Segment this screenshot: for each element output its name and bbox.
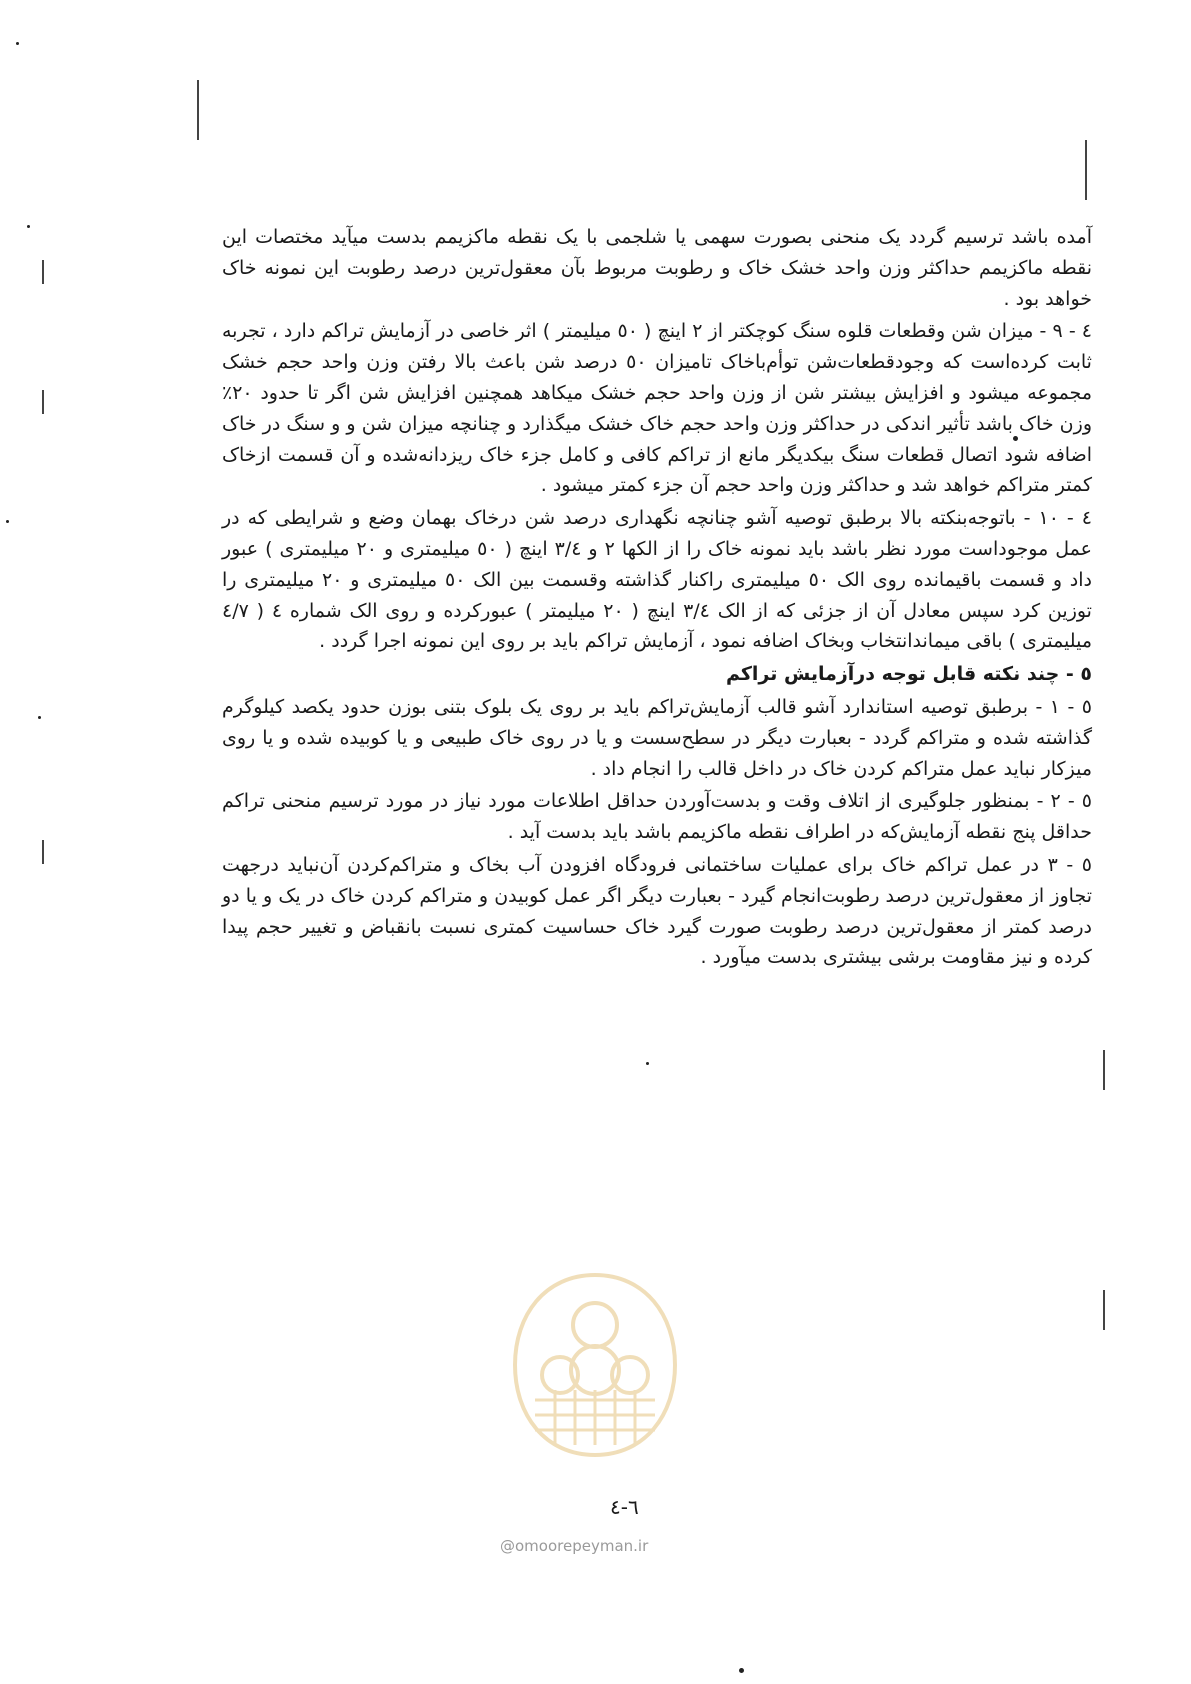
scan-speck	[646, 1062, 649, 1065]
paragraph-5-3: ٥ - ٣ در عمل تراکم خاک برای عملیات ساختمانی فرودگاه افزودن آب بخاک و متراکم‌کردن آن‌نباید درجهت تجاوز از معقول‌ترین درصد رطوبت‌انجام گیرد - بعبارت دیگر اگر عمل کوبیدن و متراکم کردن خاک در یک و یا دو درصد کمتر از معقول‌ترین درصد رطوبت صورت گیرد خاک حساسیت کمتری نسبت بانقباض و تغییر حجم پیدا کرده و نیز مقاومت برشی بیشتری بدست میآورد .	[222, 853, 1092, 969]
scan-line	[197, 80, 199, 140]
watermark-seal-icon	[505, 1265, 685, 1465]
watermark-text: @omoorepeyman.ir	[500, 1537, 649, 1555]
scan-speck	[739, 1668, 744, 1673]
scan-speck	[16, 42, 19, 45]
paragraph-4-10: ٤ - ١٠ - باتوجه‌بنکته بالا برطبق توصیه آشو چنانچه نگهداری درصد شن درخاک بهمان وضع و شرایطی که در عمل موجوداست مورد نظر باشد باید نمونه خاک را از الکها ٢ و ٣/٤ اینچ ( ٥٠ میلیمتری و ٢٠ میلیمتری ) عبور داد و قسمت باقیمانده روی الک ٥٠ میلیمتری راکنار گذاشته وقسمت بین الک ٥٠ میلیمتری و ٢٠ میلیمتری را توزین کرد سپس معادل آن از جزئی که از الک ٣/٤ اینچ ( ٢٠ میلیمتر ) عبورکرده و روی الک شماره ٤ ( ٤/٧ میلیمتری ) باقی میماندانتخاب وبخاک اضافه نمود ، آزمایش تراکم باید بر روی این نمونه اجرا گردد .	[222, 507, 1092, 653]
section-heading-5: ٥ - چند نکته قابل توجه درآزمایش تراکم	[725, 663, 1092, 686]
paragraph-5-1: ٥ - ١ - برطبق توصیه استاندارد آشو قالب آزمایش‌تراکم باید بر روی یک بلوک بتنی بوزن حدود یکصد کیلوگرم گذاشته شده و متراکم گردد - بعبارت دیگر در سطح‌سست و یا در روی خاک طبیعی و یا کوبیده شده و یا روی میزکار نباید عمل متراکم کردن خاک در داخل قالب را انجام داد .	[222, 695, 1093, 780]
scan-line	[42, 260, 44, 284]
scan-speck	[38, 716, 41, 719]
page-number: ٦-٤	[610, 1495, 639, 1519]
paragraph-5-2: ٥ - ٢ - بمنظور جلوگیری از اتلاف وقت و بدست‌آوردن حداقل اطلاعات مورد نیاز در مورد ترسیم منحنی تراکم حداقل پنج نقطه آزمایش‌که در اطراف نقطه ماکزیمم باشد باید بدست آید .	[222, 790, 1092, 844]
scan-line	[1103, 1290, 1105, 1330]
paragraph-intro: آمده باشد ترسیم گردد یک منحنی بصورت سهمی یا شلجمی با یک نقطه ماکزیمم بدست میآید مختصات این نقطه ماکزیمم حداکثر وزن واحد خشک خاک و رطوبت مربوط بآن معقول‌ترین درصد رطوبت این نمونه خاک خواهد بود .	[222, 226, 1092, 310]
scan-speck	[6, 520, 9, 523]
scan-speck	[27, 225, 30, 228]
scan-line	[1085, 140, 1087, 200]
paragraph-4-9: ٤ - ٩ - میزان شن وقطعات قلوه سنگ کوچکتر از ٢ اینچ ( ٥٠ میلیمتر ) اثر خاصی در آزمایش تراکم دارد ، تجربه ثابت کرده‌است که وجودقطعات‌شن توأم‌باخاک تامیزان ٥٠ درصد شن باعث بالا رفتن وزن واحد حجم خشک مجموعه میشود و افزایش بیشتر شن از وزن واحد حجم خشک میکاهد همچنین افزایش شن اگر تا حدود ٢٠٪ وزن خاک باشد تأثیر اندکی در حداکثر وزن واحد حجم خاک خشک میگذارد و چنانچه میزان شن و و سنگ در خاک اضافه شود اتصال قطعات سنگ بیکدیگر مانع از تراکم کافی و کامل جزء خاک ریزدانه‌شده و آن قسمت ازخاک کمتر متراکم خواهد شد و حداکثر وزن واحد حجم آن جزء کمتر میشود .	[222, 320, 1093, 497]
document-body	[222, 222, 1092, 973]
scan-line	[42, 390, 44, 414]
scan-line	[42, 840, 44, 864]
scan-line	[1103, 1050, 1105, 1090]
